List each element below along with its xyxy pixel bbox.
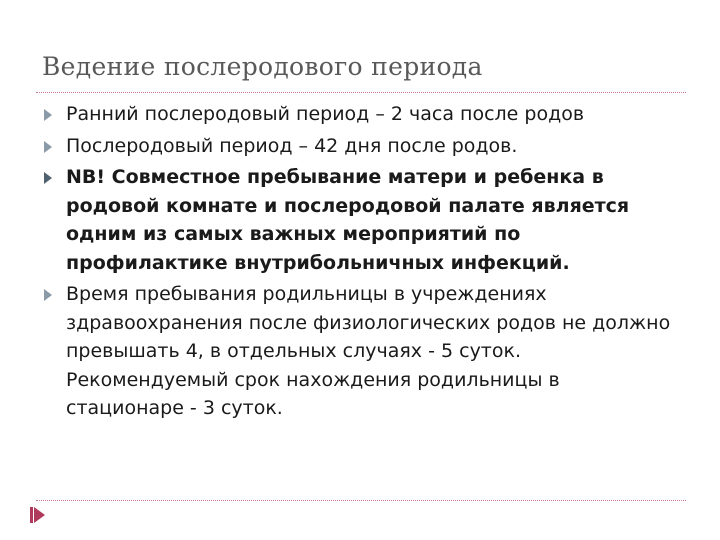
list-item-text: Ранний послеродовый период – 2 часа после родов xyxy=(66,103,585,125)
bullet-arrow-icon xyxy=(44,109,52,121)
bullet-list xyxy=(40,100,680,426)
bullet-arrow-icon xyxy=(44,141,52,153)
list-item-text: Время пребывания родильницы в учреждениях здравоохранения после физиологических родов не должно превышать 4, в отдельных случаях - 5 суток. Рекомендуемый срок нахождения родильницы в стационаре - 3 суток. xyxy=(66,283,671,419)
play-arrow-icon xyxy=(34,507,45,523)
nav-marker-bar xyxy=(30,507,33,523)
list-item-text: NB! Совместное пребывание матери и ребенка в родовой комнате и послеродовой палате является одним из самых важных мероприятий по профилактике внутрибольничных инфекций. xyxy=(66,166,630,274)
slide-title: Ведение послеродового периода xyxy=(42,52,483,81)
bullet-arrow-icon xyxy=(44,172,52,184)
footer-divider xyxy=(36,500,686,501)
list-item xyxy=(40,163,680,277)
list-item xyxy=(40,132,680,161)
list-item-text: Послеродовый период – 42 дня после родов. xyxy=(66,134,518,157)
list-item xyxy=(40,280,680,423)
bullet-arrow-icon xyxy=(44,289,52,301)
title-divider xyxy=(36,92,686,93)
list-item xyxy=(40,100,680,129)
